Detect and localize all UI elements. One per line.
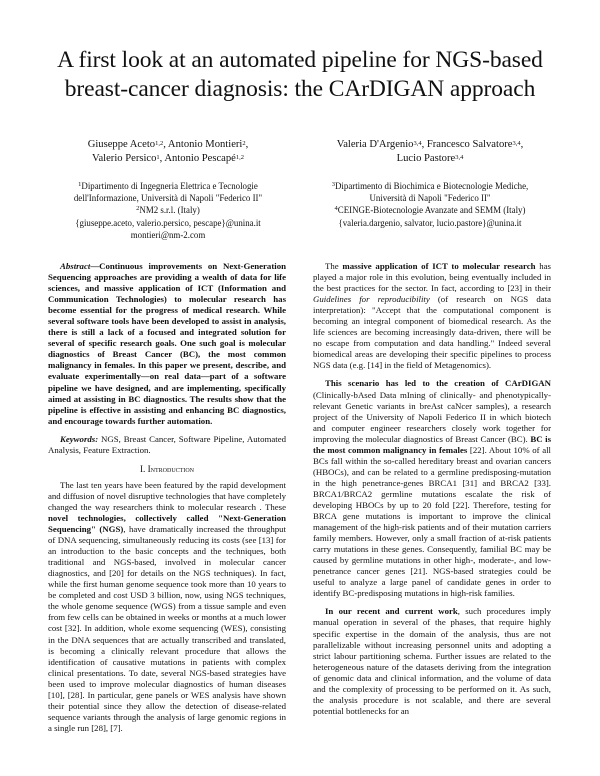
paper-title [30,46,570,104]
affil-line: NM2 s.r.l. (Italy) [139,205,200,216]
section-heading: I. Introduction [139,463,195,474]
affiliations-left [48,180,288,241]
authors-left: Giuseppe Aceto$^{1,2}$, Antonio Montieri$^2$, Valerio Persico$^1$, Antonio Pescapé$^{1,2}$ [87,139,249,165]
authors-right: Valeria D'Argenio$^{3,4}$, Francesco Salvatore$^{3,4}$, Lucio Pastore$^{3,4}$ [336,139,524,165]
keywords-text: NGS, Breast Cancer, Software Pipeline, Automated Analysis, Feature Extraction. [48,433,286,455]
affil-email: {giuseppe.aceto, valerio.persico, pescape}@unina.it [75,217,261,228]
author-affil-mark: 1 [156,154,160,162]
author-name: Antonio Pescapé [164,153,236,165]
author-affil-mark: 3,4 [512,140,521,147]
right-column [313,261,551,717]
abstract [48,261,286,427]
body-paragraph: In our recent and current work, such procedures imply manual operation in several of the phases, that require highly specific expertise in the domain of the analysis, thus are not parallelizable without increasing personnel units and adopting a strict labour partitioning schema. Further issues are related to the heterogeneous nature of the datasets deriving from the integration of genomic data and clinical information, and the volume of data and the complexity of processing to be performed on it. As such, the analysis procedure is not scalable, and there are several potential bottlenecks for an [313,606,551,716]
author-affil-mark: 2 [242,140,246,147]
author-name: Giuseppe Aceto [87,139,156,150]
author-name: Lucio Pastore [396,153,456,165]
body-paragraph: This scenario has led to the creation of CArDIGAN (Clinically-bAsed Data mIning of clinically- and phenotypically-relevant Genetic variants in breAst caNcer samples), a research project of the University of Napoli Federico II in which biotech and computer engineer researchers closely work together for improving the molecular diagnostics of Breast Cancer (BC). BC is the most common malignancy in females [22]. About 10% of all BCs fall within the so-called hereditary breast and ovarian cancers (HBOCs), and can be related to a germline predisposing-mutation in the high penetrance-genes BRCA1 [31] and BRCA2 [33]. BRCA1/BRCA2 germline mutations escalate the risk of developing HBOCs by up to 20 fold [22]. Therefore, testing for BRCA gene mutations is important to improve the clinical management of the high-risk patients and of their mutation carriers family members. However, only a small fraction of at-risk patients carry mutations in these genes. Consequently, familial BC may be caused by germline mutations in other high-, moderate-, and low-penetrance cancer genes [21]. NGS-based strategies could be useful to analyze a large panel of candidate genes in order to identify BC-predisposing mutations in high-risk families. [313,378,552,599]
affil-email: {valeria.dargenio, salvator, lucio.pastore}@unina.it [338,217,522,228]
abstract-label: Abstract [60,261,91,271]
body-paragraph: The massive application of ICT to molecular research has played a major role in this evolution, being eventually included in the best practices for the sector. In fact, according to [23] in their Guidelines for reproducibility (of research on NGS data interpretation): "Accept that the computational component is becoming an integral component of biomedical research. As the life sciences are becoming increasingly data-driven, there will be no escape from computation and data handling." Indeed several biomedical areas are developing their specific pipelines to process NGS data (e.g. [14] in the field of Metagenomics). [313,261,551,371]
affil-email: montieri@nm-2.com [130,229,206,240]
affil-mark: 1 [78,181,82,188]
keywords-label: Keywords: [60,433,99,444]
left-column [48,261,286,734]
author-name: Antonio Montieri [167,139,243,150]
title-line-2: breast-cancer diagnosis: the CArDIGAN approach [64,76,536,102]
abstract-text: —Continuous improvements on Next-Generation Sequencing approaches are providing a wealth of data for life sciences, and massive application of ICT (Information and Communication Technologies) to molecular research has become essential for the progress of medical research. While several software tools have been developed to assist in analysis, there is still a lack of a focused and integrated solution for several of specific research goals. One such goal is molecular diagnostics of Breast Cancer (BC), the most common malignancy in females. In this paper we present, describe, and evaluate experimentally—on real data—part of a software pipeline we have designed, and are implementing, specifically aimed at assisting in BC diagnostics. The results show that the pipeline is effective in assisting and enhancing BC diagnostics, and encourage towards further automation. [48,261,286,426]
author-affil-mark: 3,4 [455,154,464,162]
affil-line: CEINGE-Biotecnologie Avanzate and SEMM (Italy) [337,205,526,216]
author-name: Francesco Salvatore [426,139,513,150]
author-affil-mark: 1,2 [155,140,164,147]
title-line-1: A first look at an automated pipeline for NGS-based [57,47,543,73]
intro-paragraph: The last ten years have been featured by the rapid development and diffusion of novel disruptive technologies that have completely changed the way researchers think to molecular research . These novel technologies, collectively called "Next-Generation Sequencing" (NGS), have dramatically increased the throughput of DNA sequencing, simultaneously reducing its costs (see [13] for an introduction to the basic concepts and the techniques, both traditional and NGS-based, involved in molecular cancer diagnostics, and [20] for details on the NGS techniques). In fact, while the first human genome sequence took more than 10 years to be completed and cost USD 3 billion, now, using NGS techniques, the whole genome sequence (WGS) from a tissue sample and even from few cells can be obtained in weeks or months at a much lower cost [32]. In addition, whole exome sequencing (WES), consisting in the DNA sequences that are actually transcribed and translated, is becoming a clinically relevant procedure that allows the identification of causative mutations in patients with complex clinical presentations. To date, several NGS-based strategies have been used to improve molecular diagnostics of human diseases [10], [28]. In particular, gene panels or WES analysis have shown their potential since they allow the detection of disease-related sequence variants through the analysis of large genomic regions in a single run [28], [7]. [48,479,286,733]
affil-mark: 4 [334,205,338,213]
affiliations-right [310,180,550,229]
affil-mark: 3 [331,181,335,188]
author-name: Valeria D'Argenio [336,139,414,150]
keywords [48,434,286,456]
affil-line: Dipartimento di Ingegneria Elettrica e Tecnologie [81,181,258,191]
affil-mark: 2 [136,205,140,213]
author-name: Valerio Persico [91,153,157,165]
author-affil-mark: 3,4 [413,140,422,147]
author-affil-mark: 1,2 [235,154,245,162]
affil-line: Università di Napoli "Federico II" [369,193,491,204]
affil-line: dell'Informazione, Università di Napoli "Federico II" [73,193,263,204]
affil-line: Dipartimento di Biochimica e Biotecnologie Mediche, [335,181,529,191]
